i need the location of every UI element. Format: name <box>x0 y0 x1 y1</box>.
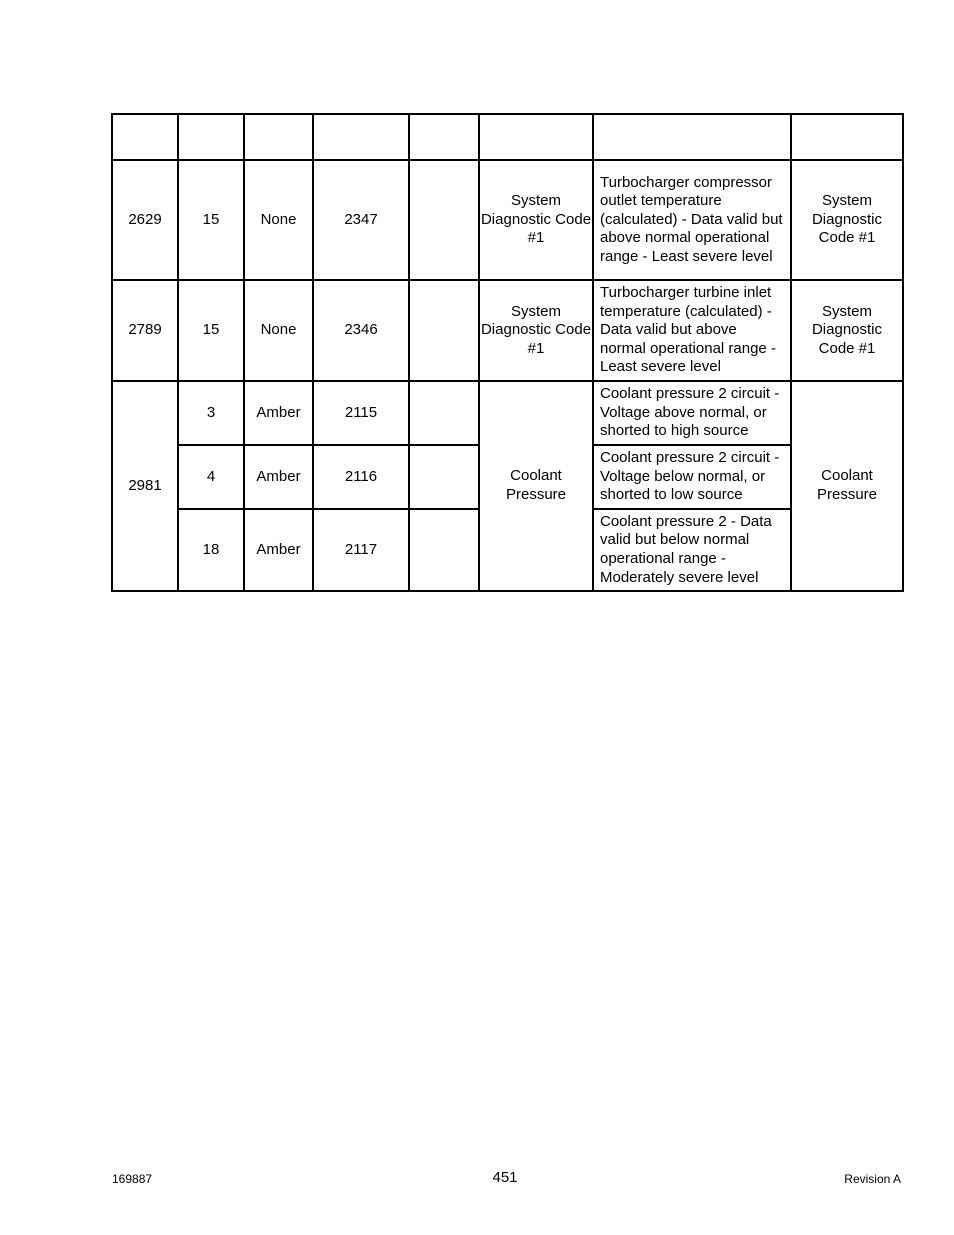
page-number: 451 <box>492 1169 518 1186</box>
blank-cell <box>409 381 479 445</box>
blank-cell <box>409 445 479 509</box>
fmi-cell: 3 <box>178 381 244 445</box>
description-cell: Turbocharger compressor outlet temperature (calculated) - Data valid but above normal operational range - Least severe level <box>593 160 791 280</box>
header-cell <box>178 114 244 160</box>
name-cell: System Diagnostic Code #1 <box>479 280 593 381</box>
blank-cell <box>409 509 479 591</box>
revision-label: Revision A <box>844 1172 901 1186</box>
fmi-cell: 15 <box>178 160 244 280</box>
type-cell: System Diagnostic Code #1 <box>791 160 903 280</box>
header-cell <box>593 114 791 160</box>
code-cell: 2346 <box>313 280 409 381</box>
code-cell: 2116 <box>313 445 409 509</box>
spn-cell: 2629 <box>112 160 178 280</box>
description-cell: Coolant pressure 2 - Data valid but below normal operational range - Moderately severe level <box>593 509 791 591</box>
fmi-cell: 18 <box>178 509 244 591</box>
description-cell: Turbocharger turbine inlet temperature (calculated) - Data valid but above normal operational range - Least severe level <box>593 280 791 381</box>
name-cell: Coolant Pressure <box>479 381 593 591</box>
fmi-cell: 4 <box>178 445 244 509</box>
blank-cell <box>409 160 479 280</box>
spn-cell: 2789 <box>112 280 178 381</box>
description-cell: Coolant pressure 2 circuit - Voltage above normal, or shorted to high source <box>593 381 791 445</box>
header-cell <box>479 114 593 160</box>
name-cell: System Diagnostic Code #1 <box>479 160 593 280</box>
lamp-cell: None <box>244 160 313 280</box>
document-number: 169887 <box>112 1172 153 1186</box>
lamp-cell: Amber <box>244 509 313 591</box>
spn-cell: 2981 <box>112 381 178 591</box>
header-cell <box>791 114 903 160</box>
lamp-cell: Amber <box>244 445 313 509</box>
header-cell <box>112 114 178 160</box>
code-cell: 2347 <box>313 160 409 280</box>
fault-code-table <box>111 113 904 592</box>
description-cell: Coolant pressure 2 circuit - Voltage below normal, or shorted to low source <box>593 445 791 509</box>
code-cell: 2117 <box>313 509 409 591</box>
blank-cell <box>409 280 479 381</box>
table-row <box>112 280 903 381</box>
fmi-cell: 15 <box>178 280 244 381</box>
code-cell: 2115 <box>313 381 409 445</box>
lamp-cell: Amber <box>244 381 313 445</box>
table-row <box>112 381 903 445</box>
header-cell <box>244 114 313 160</box>
lamp-cell: None <box>244 280 313 381</box>
type-cell: Coolant Pressure <box>791 381 903 591</box>
header-cell <box>313 114 409 160</box>
table-header-row <box>112 114 903 160</box>
type-cell: System Diagnostic Code #1 <box>791 280 903 381</box>
header-cell <box>409 114 479 160</box>
table-row <box>112 160 903 280</box>
